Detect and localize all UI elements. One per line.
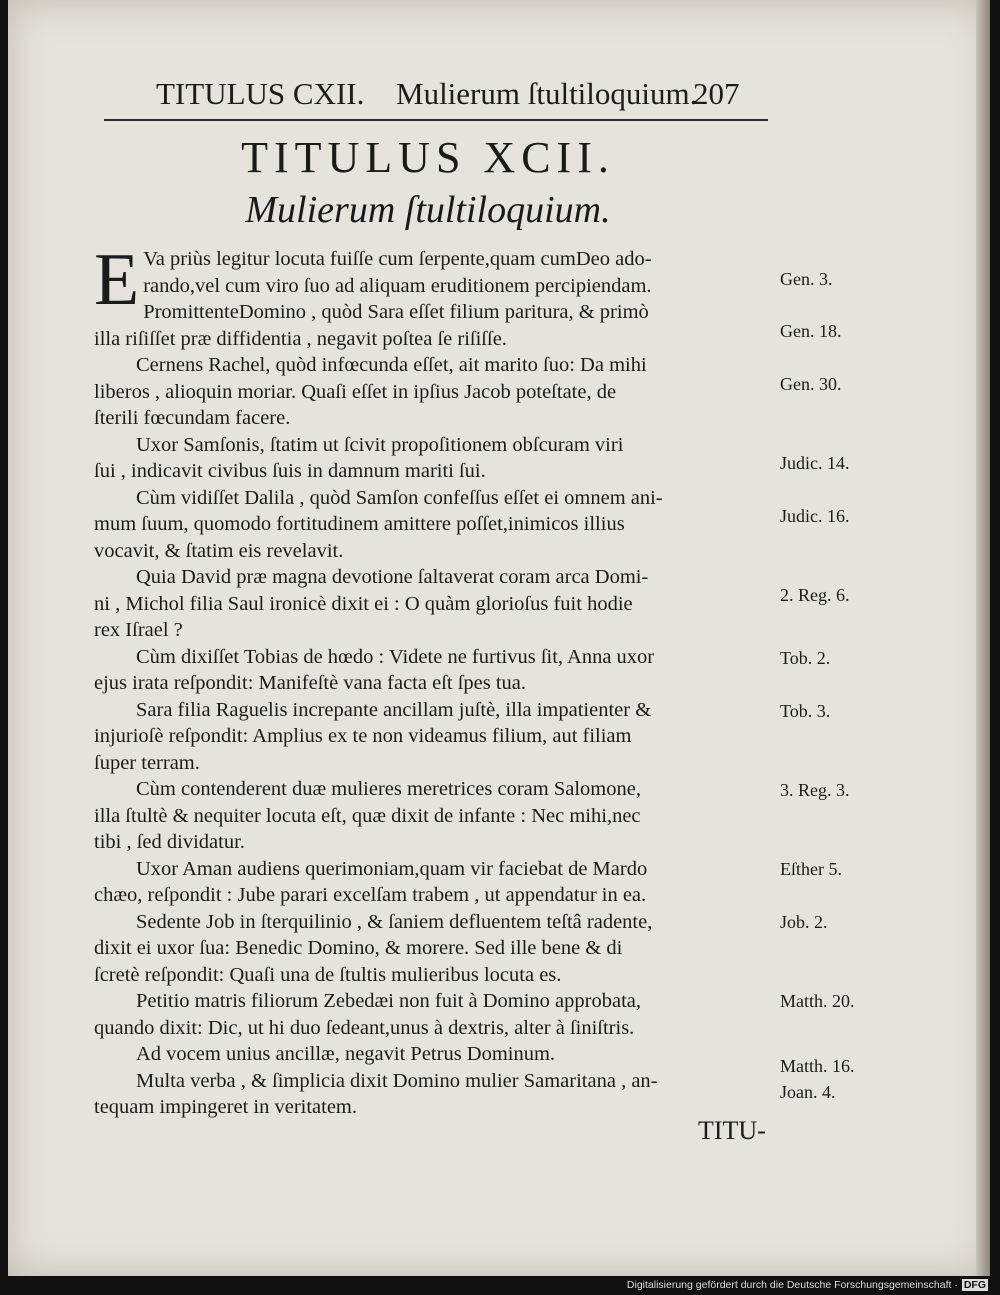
section-title: TITULUS XCII. xyxy=(241,133,615,182)
margin-ref: Gen. 3. xyxy=(780,269,833,289)
page-number: 207 xyxy=(693,76,740,111)
text-line: injurioſè reſpondit: Amplius ex te non videamus filium, aut filiam xyxy=(94,725,632,747)
text-line: mum ſuum, quomodo fortitudinem amittere poſſet,inimicos illius xyxy=(94,513,625,535)
text-line: quando dixit: Dic, ut hi duo ſedeant,unus à dextris, alter à ſiniſtris. xyxy=(94,1016,635,1039)
dfg-logo-icon: DFG xyxy=(963,1279,986,1291)
text-line: illa riſiſſet præ diffidentia , negavit poſtea ſe riſiſſe. xyxy=(94,327,507,350)
text-line: ſui , indicavit civibus ſuis in damnum mariti ſui. xyxy=(94,460,486,482)
text-line: Multa verba , & ſimplicia dixit Domino mulier Samaritana , an- xyxy=(136,1069,658,1092)
margin-ref: Matth. 16. xyxy=(780,1056,855,1076)
text-line: dixit ei uxor ſua: Benedic Domino, & morere. Sed ille bene & di xyxy=(94,937,623,959)
text-line: tibi , ſed dividatur. xyxy=(94,831,245,853)
text-line: chæo, reſpondit : Jube parari excelſam trabem , ut appendatur in ea. xyxy=(94,884,647,906)
margin-ref: Gen. 18. xyxy=(780,321,842,341)
digitization-footer xyxy=(627,1279,988,1295)
margin-ref: 2. Reg. 6. xyxy=(780,585,850,605)
text-line: ejus irata reſpondit: Manifeſtè vana facta eſt ſpes tua. xyxy=(94,672,527,694)
body-text xyxy=(94,239,774,1121)
drop-cap: E xyxy=(94,239,140,321)
margin-ref: Joan. 4. xyxy=(780,1082,836,1102)
text-line: rex Iſrael ? xyxy=(94,619,183,641)
text-line: ni , Michol filia Saul ironicè dixit ei : O quàm glorioſus fuit hodie xyxy=(94,592,633,615)
text-line: ſterili fœcundam facere. xyxy=(94,407,291,429)
text-line: Cùm contenderent duæ mulieres meretrices coram Salomone, xyxy=(136,778,641,800)
margin-ref: Gen. 30. xyxy=(780,374,842,394)
text-line: Ad vocem unius ancillæ, negavit Petrus Dominum. xyxy=(136,1043,556,1065)
text-line: Quia David præ magna devotione ſaltaverat coram arca Domi- xyxy=(136,566,649,588)
text-line: Uxor Samſonis, ſtatim ut ſcivit propoſitionem obſcuram viri xyxy=(136,433,624,456)
margin-ref: Judic. 16. xyxy=(780,506,850,526)
catchword: TITU- xyxy=(698,1116,766,1145)
text-line: PromittenteDomino , quòd Sara eſſet filium paritura, & primò xyxy=(143,301,649,323)
book-page xyxy=(8,0,990,1276)
header-rule xyxy=(104,119,768,121)
margin-ref: Tob. 2. xyxy=(780,648,831,668)
margin-ref: Matth. 20. xyxy=(780,991,855,1011)
margin-ref: Job. 2. xyxy=(780,912,828,932)
footer-text: Digitalisierung gefördert durch die Deutsche Forschungsgemeinschaft · xyxy=(626,1279,958,1291)
text-line: Sara filia Raguelis increpante ancillam juſtè, illa impatienter & xyxy=(136,698,652,721)
text-line: Sedente Job in ſterquilinio , & ſaniem defluentem teſtâ radente, xyxy=(136,910,653,933)
text-line: tequam impingeret in veritatem. xyxy=(94,1096,357,1118)
margin-ref: Eſther 5. xyxy=(780,859,842,879)
text-line: ſuper terram. xyxy=(94,751,200,774)
text-line: Petitio matris filiorum Zebedæi non fuit à Domino approbata, xyxy=(136,990,642,1012)
text-line: Cùm dixiſſet Tobias de hœdo : Videte ne furtivus ſit, Anna uxor xyxy=(136,645,655,668)
margin-ref: 3. Reg. 3. xyxy=(780,780,850,800)
text-line: Uxor Aman audiens querimoniam,quam vir faciebat de Mardo xyxy=(136,857,648,880)
header-section: TITULUS CXII. xyxy=(156,76,365,111)
text-line: Cùm vidiſſet Dalila , quòd Samſon confeſſus eſſet ei omnem ani- xyxy=(136,486,663,509)
header-running-title: Mulierum ſtultiloquium. xyxy=(396,76,698,111)
page-edge xyxy=(976,0,990,1276)
section-subtitle: Mulierum ſtultiloquium. xyxy=(245,189,611,231)
text-line: illa ſtultè & nequiter locuta eſt, quæ dixit de infante : Nec mihi,nec xyxy=(94,804,641,827)
text-line: liberos , alioquin moriar. Quaſi eſſet in ipſius Jacob poteſtate, de xyxy=(94,380,617,403)
text-line: rando,vel cum viro ſuo ad aliquam eruditionem percipiendam. xyxy=(143,274,652,297)
margin-ref: Tob. 3. xyxy=(780,701,831,721)
text-line: Cernens Rachel, quòd infœcunda eſſet, ait marito ſuo: Da mihi xyxy=(136,354,647,376)
text-line: vocavit, & ſtatim eis revelavit. xyxy=(94,539,344,562)
text-line: Va priùs legitur locuta fuiſſe cum ſerpente,quam cumDeo ado- xyxy=(143,248,652,270)
margin-ref: Judic. 14. xyxy=(780,453,850,473)
text-line: ſcretè reſpondit: Quaſi una de ſtultis mulieribus locuta es. xyxy=(94,963,562,986)
